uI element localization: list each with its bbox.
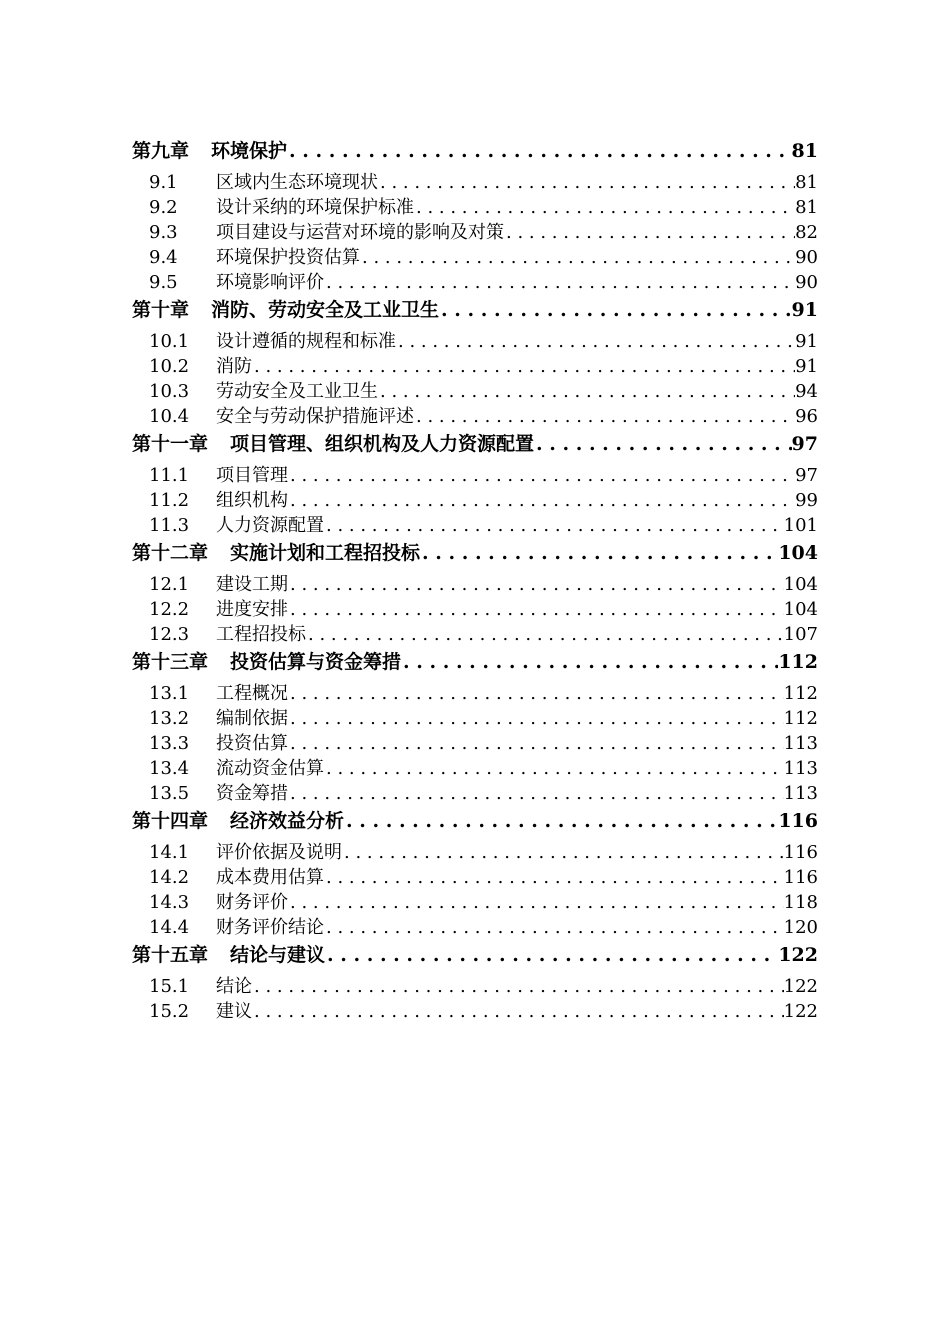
section-title: 环境保护投资估算 <box>216 247 360 268</box>
page-number: 82 <box>795 222 818 243</box>
page-number: 91 <box>791 299 818 321</box>
dot-leader <box>288 572 784 597</box>
page-number: 99 <box>795 490 818 511</box>
page-number: 116 <box>783 867 818 888</box>
dot-leader <box>439 295 792 325</box>
dot-leader <box>378 379 795 404</box>
chapter-title: 消防、劳动安全及工业卫生 <box>211 299 440 321</box>
toc-section-entry[interactable] <box>132 513 818 538</box>
section-title: 人力资源配置 <box>216 515 324 536</box>
toc-section-entry[interactable] <box>132 195 818 220</box>
section-title: 设计遵循的规程和标准 <box>216 331 396 352</box>
section-title: 成本费用估算 <box>216 867 324 888</box>
page-number: 112 <box>783 683 818 704</box>
section-title: 工程概况 <box>216 683 288 704</box>
dot-leader <box>414 404 795 429</box>
section-number: 13.1 <box>149 683 190 704</box>
dot-leader <box>378 170 795 195</box>
dot-leader <box>342 840 784 865</box>
dot-leader <box>288 706 784 731</box>
section-title: 消防 <box>216 356 252 377</box>
section-title: 进度安排 <box>216 599 288 620</box>
section-title: 工程招投标 <box>216 624 306 645</box>
section-title: 安全与劳动保护措施评述 <box>216 406 414 427</box>
dot-leader <box>288 781 784 806</box>
chapter-number: 第十一章 <box>132 433 209 455</box>
section-title: 结论 <box>216 976 252 997</box>
section-number: 9.5 <box>149 272 178 293</box>
dot-leader <box>504 220 795 245</box>
toc-chapter-9 <box>132 136 818 295</box>
toc-section-entry[interactable] <box>132 170 818 195</box>
page-number: 97 <box>791 433 818 455</box>
page-number: 94 <box>795 381 818 402</box>
toc-section-entry[interactable] <box>132 597 818 622</box>
dot-leader <box>288 488 795 513</box>
dot-leader <box>288 731 784 756</box>
section-number: 13.4 <box>149 758 190 779</box>
toc-section-entry[interactable] <box>132 379 818 404</box>
page-number: 97 <box>795 465 818 486</box>
page-number: 91 <box>795 356 818 377</box>
section-number: 10.2 <box>149 356 190 377</box>
page-number: 81 <box>791 140 818 162</box>
dot-leader <box>252 999 784 1024</box>
toc-chapter-entry[interactable] <box>132 940 818 970</box>
toc-section-entry[interactable] <box>132 915 818 940</box>
chapter-number: 第九章 <box>132 140 190 162</box>
chapter-number: 第十四章 <box>132 810 209 832</box>
section-number: 11.3 <box>149 515 190 536</box>
section-number: 14.3 <box>149 892 190 913</box>
toc-section-entry[interactable] <box>132 245 818 270</box>
chapter-title: 经济效益分析 <box>230 810 345 832</box>
page-number: 107 <box>783 624 818 645</box>
toc-chapter-entry[interactable] <box>132 136 818 166</box>
section-number: 12.2 <box>149 599 190 620</box>
page-number: 116 <box>783 842 818 863</box>
table-of-contents <box>132 136 818 1024</box>
page-number: 91 <box>795 331 818 352</box>
page-number: 122 <box>783 976 818 997</box>
page-number: 122 <box>778 944 818 966</box>
chapter-number: 第十章 <box>132 299 190 321</box>
page-number: 81 <box>795 197 818 218</box>
dot-leader <box>252 354 795 379</box>
toc-chapter-12 <box>132 538 818 647</box>
page-number: 116 <box>778 810 818 832</box>
section-title: 流动资金估算 <box>216 758 324 779</box>
dot-leader <box>534 429 792 459</box>
toc-chapter-entry[interactable] <box>132 538 818 568</box>
page-number: 90 <box>795 272 818 293</box>
toc-section-entry[interactable] <box>132 756 818 781</box>
dot-leader <box>288 597 784 622</box>
toc-section-entry[interactable] <box>132 731 818 756</box>
page-number: 96 <box>795 406 818 427</box>
section-title: 资金筹措 <box>216 783 288 804</box>
page-number: 113 <box>783 783 818 804</box>
toc-chapter-entry[interactable] <box>132 647 818 677</box>
toc-section-entry[interactable] <box>132 220 818 245</box>
toc-section-entry[interactable] <box>132 404 818 429</box>
dot-leader <box>324 756 784 781</box>
section-title: 建设工期 <box>216 574 288 595</box>
section-number: 9.2 <box>149 197 178 218</box>
page-number: 81 <box>795 172 818 193</box>
section-number: 9.4 <box>149 247 178 268</box>
chapter-number: 第十五章 <box>132 944 209 966</box>
section-title: 编制依据 <box>216 708 288 729</box>
page-number: 104 <box>778 542 818 564</box>
page-number: 118 <box>783 892 818 913</box>
dot-leader <box>324 915 784 940</box>
section-number: 14.2 <box>149 867 190 888</box>
section-title: 财务评价 <box>216 892 288 913</box>
section-title: 建议 <box>216 1001 252 1022</box>
toc-chapter-entry[interactable] <box>132 806 818 836</box>
page-number: 101 <box>783 515 818 536</box>
section-number: 15.1 <box>149 976 190 997</box>
dot-leader <box>414 195 795 220</box>
toc-section-entry[interactable] <box>132 840 818 865</box>
dot-leader <box>324 865 784 890</box>
section-number: 13.3 <box>149 733 190 754</box>
page-number: 90 <box>795 247 818 268</box>
toc-section-entry[interactable] <box>132 622 818 647</box>
toc-section-entry[interactable] <box>132 681 818 706</box>
toc-chapter-14 <box>132 806 818 940</box>
chapter-title: 项目管理、组织机构及人力资源配置 <box>230 433 535 455</box>
page-number: 112 <box>778 651 818 673</box>
section-title: 组织机构 <box>216 490 288 511</box>
page-number: 113 <box>783 733 818 754</box>
dot-leader <box>306 622 784 647</box>
section-number: 10.1 <box>149 331 190 352</box>
dot-leader <box>420 538 778 568</box>
section-number: 14.4 <box>149 917 190 938</box>
section-title: 项目管理 <box>216 465 288 486</box>
toc-chapter-10 <box>132 295 818 429</box>
chapter-title: 实施计划和工程招投标 <box>230 542 421 564</box>
dot-leader <box>324 513 784 538</box>
toc-section-entry[interactable] <box>132 354 818 379</box>
section-title: 区域内生态环境现状 <box>216 172 378 193</box>
toc-section-entry[interactable] <box>132 974 818 999</box>
toc-section-entry[interactable] <box>132 488 818 513</box>
page-number: 104 <box>783 574 818 595</box>
section-title: 设计采纳的环境保护标准 <box>216 197 414 218</box>
page-number: 104 <box>783 599 818 620</box>
toc-section-entry[interactable] <box>132 572 818 597</box>
section-number: 12.3 <box>149 624 190 645</box>
dot-leader <box>287 136 792 166</box>
toc-section-entry[interactable] <box>132 270 818 295</box>
page-number: 112 <box>783 708 818 729</box>
toc-section-entry[interactable] <box>132 329 818 354</box>
section-title: 评价依据及说明 <box>216 842 342 863</box>
toc-chapter-entry[interactable] <box>132 429 818 459</box>
section-title: 财务评价结论 <box>216 917 324 938</box>
dot-leader <box>288 681 784 706</box>
section-number: 11.2 <box>149 490 190 511</box>
section-title: 环境影响评价 <box>216 272 324 293</box>
section-title: 劳动安全及工业卫生 <box>216 381 378 402</box>
chapter-title: 投资估算与资金筹措 <box>230 651 402 673</box>
section-number: 10.4 <box>149 406 190 427</box>
dot-leader <box>401 647 778 677</box>
dot-leader <box>288 463 795 488</box>
dot-leader <box>396 329 795 354</box>
toc-chapter-13 <box>132 647 818 806</box>
section-number: 14.1 <box>149 842 190 863</box>
toc-chapter-entry[interactable] <box>132 295 818 325</box>
page-number: 120 <box>783 917 818 938</box>
dot-leader <box>252 974 784 999</box>
section-number: 10.3 <box>149 381 190 402</box>
dot-leader <box>324 270 795 295</box>
toc-section-entry[interactable] <box>132 890 818 915</box>
section-title: 项目建设与运营对环境的影响及对策 <box>216 222 504 243</box>
toc-section-entry[interactable] <box>132 706 818 731</box>
chapter-number: 第十二章 <box>132 542 209 564</box>
chapter-title: 结论与建议 <box>230 944 326 966</box>
section-number: 11.1 <box>149 465 190 486</box>
dot-leader <box>344 806 778 836</box>
chapter-number: 第十三章 <box>132 651 209 673</box>
chapter-title: 环境保护 <box>211 140 288 162</box>
toc-section-entry[interactable] <box>132 781 818 806</box>
section-number: 13.5 <box>149 783 190 804</box>
section-number: 9.1 <box>149 172 178 193</box>
section-number: 12.1 <box>149 574 190 595</box>
section-number: 13.2 <box>149 708 190 729</box>
section-number: 9.3 <box>149 222 178 243</box>
toc-chapter-15 <box>132 940 818 1024</box>
section-title: 投资估算 <box>216 733 288 754</box>
toc-section-entry[interactable] <box>132 999 818 1024</box>
toc-chapter-11 <box>132 429 818 538</box>
toc-section-entry[interactable] <box>132 865 818 890</box>
page-number: 122 <box>783 1001 818 1022</box>
section-number: 15.2 <box>149 1001 190 1022</box>
page-number: 113 <box>783 758 818 779</box>
dot-leader <box>360 245 795 270</box>
dot-leader <box>288 890 784 915</box>
dot-leader <box>325 940 778 970</box>
toc-section-entry[interactable] <box>132 463 818 488</box>
